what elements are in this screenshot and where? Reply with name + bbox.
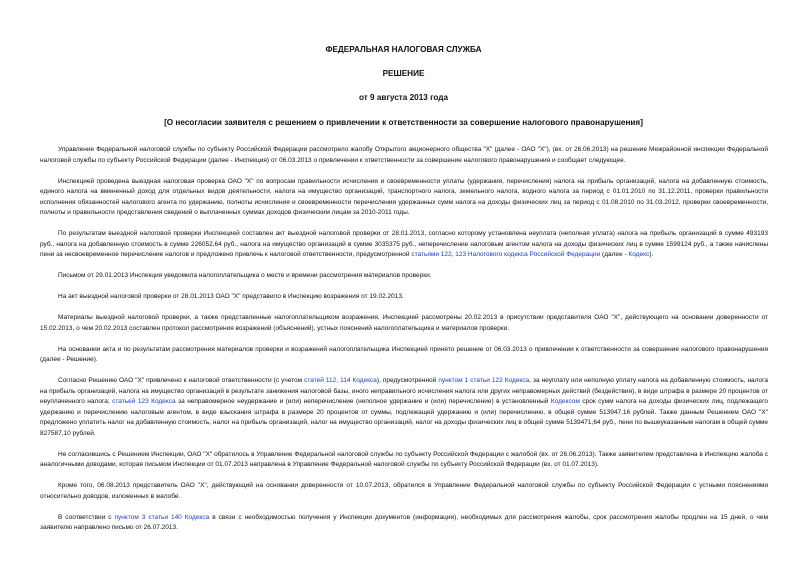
document-date: от 9 августа 2013 года <box>358 93 449 102</box>
document-subject: [О несогласии заявителя с решением о привлечении к ответственности за совершение налогового правонарушения] <box>164 118 643 127</box>
document-body <box>40 145 768 544</box>
paragraph-text: за неправомерное неудержание и (или) неперечисление (неполное удержание и (или) перечисление) в установленный <box>175 398 551 405</box>
paragraph: На акт выездной налоговой проверки от 28.01.2013 ОАО "X" представило в Инспекцию возражения от 19.02.2013. <box>58 293 404 300</box>
paragraph: Кроме того, 06.08.2013 представитель ОАО "X", действующий на основании доверенности от 10.07.2013, обратился в Управление Федеральной налоговой службы по субъекту Российской Федерации с устными пояснениями относительно доводов, изложенных в жалобе. <box>40 482 768 500</box>
paragraph-text: ), предусмотренной <box>376 377 439 384</box>
document-type: РЕШЕНИЕ <box>382 69 425 78</box>
paragraph-text: , за неуплату или неполную уплату налога на добавленную стоимость, налога на прибыль организаций, налога на имущество организаций в результате занижения налоговой базы, иного неправильного исчисления налога или других неправомерных действий (бездействия), в виде штрафа в размере 20 процентов от неуплаченного налога; <box>40 377 768 405</box>
law-link[interactable]: пунктом 3 статьи 140 Кодекса <box>114 513 210 521</box>
paragraph-text: Согласно Решению ОАО "X" привлечено к налоговой ответственности (с учетом <box>58 377 305 384</box>
paragraph: Материалы выездной налоговой проверки, а также представленные налогоплательщиком возражения, Инспекцией рассмотрены 20.02.2013 в присутствии представителя ОАО "X", действующего на основании доверенности от 15.02.2013, о чем 20.02.2013 составлен протокол рассмотрения возражений (объяснений), устных пояснений налогоплательщика и материалов проверки. <box>40 314 768 332</box>
paragraph-text: По результатам выездной налоговой проверки Инспекцией составлен акт выездной налоговой проверки от 28.01.2013, согласно которому установлена неуплата (неполная уплата) налога на прибыль организаций в сумме 493193 руб., налога на добавленную стоимость в сумме 226052,64 руб., налога на имущество организаций в сумме 3035375 руб., неперечисление налоговым агентом налога на доходы физических лиц в сумме 1599124 руб., а также начислены пени за несвоевременное перечисление налогов и предложено привлечь к налоговой ответственности, предусмотренной <box>40 230 768 258</box>
law-link[interactable]: пунктом 1 статьи 122 Кодекса <box>438 377 530 384</box>
paragraph-text: (далее - <box>600 251 629 258</box>
paragraph-text: срок сумм налога на доходы физических лиц, подлежащего удержанию и перечислению налоговым агентом, в виде взыскания штрафа в размере 20 процентов от суммы, подлежащей удержанию и (или) перечислению, в общей сумме 513947,16 рублей. Также данным Решением ОАО "X" предложено уплатить налог на добавленную стоимость, налог на прибыль организаций, налог на имущество организаций, налог на доходы физических лиц в общей сумме 5139471,64 руб., пени по вышеуказанным налогам в общей сумме 827587,10 рублей. <box>40 398 768 437</box>
paragraph: Управление Федеральной налоговой службы по субъекту Российской Федерации рассмотрело жалобу Открытого акционерного общества "X" (далее - ОАО "X"), (вх. от 26.06.2013) на решение Межрайонной инспекции Федеральной налоговой службы по субъекту Российской Федерации (далее - Инспекция) от 06.03.2013 о привлечении к ответственности за совершение налогового правонарушения и сообщает следующее. <box>40 146 768 164</box>
paragraph <box>40 376 768 439</box>
agency-title: ФЕДЕРАЛЬНАЯ НАЛОГОВАЯ СЛУЖБА <box>325 45 482 54</box>
paragraph-text: ). <box>649 251 654 258</box>
law-link[interactable]: статьей 123 Кодекса <box>112 398 176 405</box>
paragraph: Инспекцией проведена выездная налоговая проверка ОАО "X" по вопросам правильности исчисления и своевременности уплаты (удержания, перечисления) налога на прибыль организаций, налога на добавленную стоимость, единого налога на вмененный доход для отдельных видов деятельности, налога на имущество организаций, транспортного налога, земельного налога, водного налога за период с 01.01.2010 по 31.12.2011, проверки правильности исполнения обязанностей налогового агента по удержанию, полноты исчисления и своевременности перечисления удержанных сумм налога на доходы физических лиц за период с 01.08.2010 по 31.03.2012, проверки своевременности, полноты и правильности представления сведений о выплаченных суммах доходов физическим лицам за 2010-2011 годы. <box>40 177 768 216</box>
paragraph-text: В соответствии с <box>58 513 115 521</box>
law-link[interactable]: Кодексом <box>550 398 580 405</box>
law-link[interactable]: статьями 122, 123 Налогового кодекса Российской Федерации <box>411 251 601 258</box>
paragraph <box>40 513 768 534</box>
paragraph-text: в связи с необходимостью получения у Инспекции документов (информации), необходимых для рассмотрения жалобы, срок рассмотрения жалобы продлен на 15 дней, о чем заявителю направлено письмо от 26.07.2013. <box>40 513 768 531</box>
law-link[interactable]: статей 112, 114 Кодекса <box>304 377 377 384</box>
paragraph: На основании акта и по результатам рассмотрения материалов проверки и возражений налогоплательщика Инспекцией принято решение от 06.03.2013 о привлечении к ответственности за совершение налогового правонарушения (далее - Решение). <box>40 345 768 363</box>
paragraph <box>40 229 768 261</box>
paragraph: Не согласившись с Решением Инспекции, ОАО "X" обратилось в Управление Федеральной налоговой службы по субъекту Российской Федерации с жалобой (вх. от 26.06.2013). Также заявителем представлена в Инспекцию жалоба с аналогичными доводами, которая письмом Инспекции от 01.07.2013 направлена в Управление Федеральной налоговой службы по субъекту Российской Федерации (вх. от 01.07.2013). <box>40 450 768 468</box>
law-link[interactable]: Кодекс <box>628 251 650 258</box>
paragraph: Письмом от 29.01.2013 Инспекция уведомила налогоплательщика о месте и времени рассмотрения материалов проверки. <box>58 272 432 279</box>
